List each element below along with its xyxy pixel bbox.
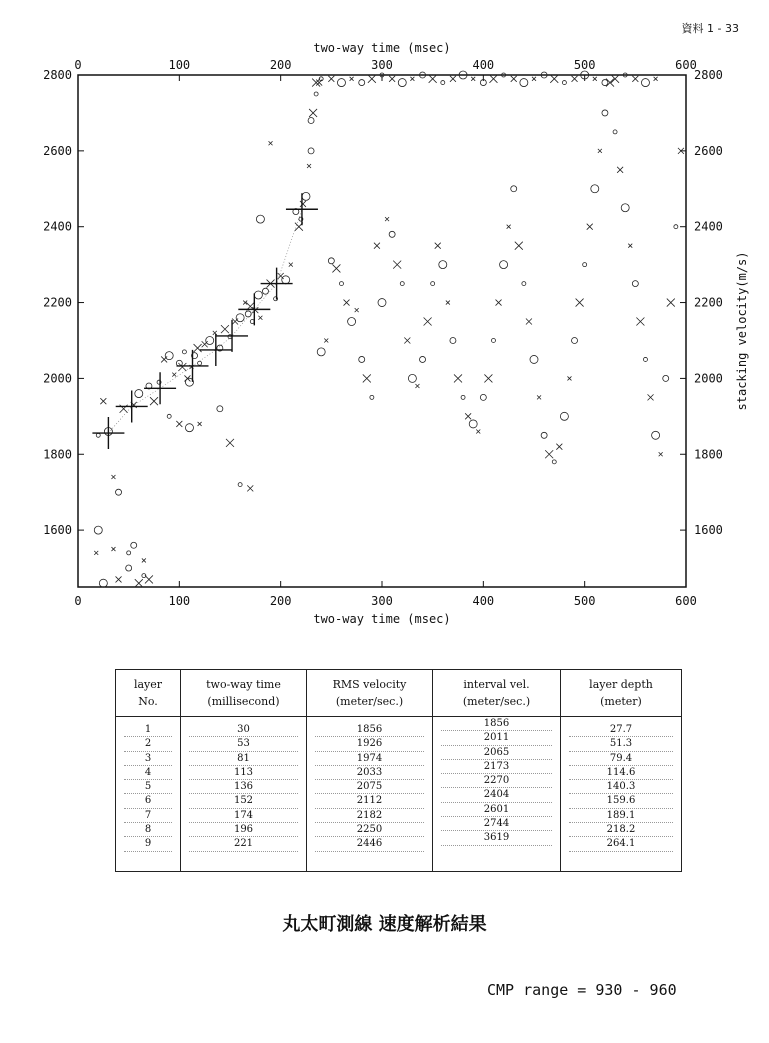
semblance-cross [450,76,456,82]
semblance-cross [410,77,414,81]
semblance-circle [591,185,599,193]
cell-two-way-time: 113 [189,766,298,780]
x-axis-title-bottom: two-way time (msec) [313,612,451,626]
cell-two-way-time: 53 [189,737,298,751]
cell-layer-depth: 189.1 [569,809,673,823]
header-rms-velocity: RMS velocity (meter/sec.) [307,670,433,717]
figure-caption: 丸太町測線 速度解析結果 [282,914,487,935]
semblance-circle [613,130,617,134]
semblance-cross [393,261,401,269]
semblance-cross [111,475,115,479]
semblance-circle [621,204,629,212]
semblance-cross [344,300,350,306]
cell-interval-vel: 2065 [441,746,552,760]
semblance-circle [359,356,365,362]
cell-rms-velocity: 1926 [315,737,424,751]
semblance-circle [254,291,262,299]
semblance-circle [116,489,122,495]
y-axis-title-right: stacking velocity(m/s) [735,251,749,411]
y-tick-label-right: 2800 [694,68,723,82]
x-tick-label-top: 600 [675,58,697,72]
x-tick-label-top: 200 [269,58,292,72]
semblance-cross [328,76,334,82]
semblance-circle [282,276,290,284]
semblance-circle [217,406,223,412]
x-tick-label-bottom: 300 [371,594,393,608]
semblance-circle [314,92,318,96]
semblance-cross [232,319,238,325]
semblance-cross [465,413,471,419]
semblance-circle [461,395,465,399]
semblance-cross [324,338,328,342]
header-layer-no: layer No. [116,670,181,717]
y-tick-label-right: 1600 [694,523,723,538]
semblance-cross [269,141,273,145]
velocity-pick-marker [116,390,148,422]
x-tick-label-top: 100 [168,58,191,72]
semblance-circle [236,314,244,322]
semblance-cross [194,344,202,352]
semblance-cross [142,558,146,562]
semblance-cross [476,430,480,434]
cell-rms-velocity: 1856 [315,723,424,737]
semblance-cross [628,244,632,248]
axis-ticks [43,58,723,608]
cell-rms-velocity: 2250 [315,823,424,837]
cell-interval-vel: 2744 [441,817,552,831]
y-tick-label-right: 2200 [694,295,723,310]
semblance-circle [469,420,477,428]
y-tick-label-right: 2000 [694,371,723,386]
semblance-circle [182,350,186,354]
semblance-circle [96,433,100,437]
semblance-circle [359,80,365,86]
semblance-cross [526,319,532,325]
cell-rms-velocity: 2112 [315,794,424,808]
plot-frame [78,75,686,587]
cell-rms-velocity: 2182 [315,809,424,823]
semblance-cross [221,325,229,333]
column-layer-no [116,717,181,872]
y-tick-label-left: 2000 [43,371,72,386]
velocity-pick-marker [261,268,293,300]
y-tick-label-left: 2600 [43,143,72,158]
semblance-circle [337,79,345,87]
semblance-circle [674,225,678,229]
semblance-cross [374,243,380,249]
semblance-cross [545,450,553,458]
semblance-circle [308,118,314,124]
semblance-cross [429,75,437,83]
semblance-circle [94,526,102,534]
page-reference: 資料 1 - 33 [681,22,739,35]
semblance-circle [185,424,193,432]
semblance-circle [302,192,310,200]
cell-layer-depth: 51.3 [569,737,673,751]
velocity-pick-marker [216,320,248,352]
semblance-cross [278,273,284,279]
semblance-cross [507,225,511,229]
cell-two-way-time: 30 [189,723,298,737]
semblance-cross [309,109,317,117]
cell-two-way-time: 221 [189,837,298,851]
semblance-cross [161,356,167,362]
semblance-circle [663,375,669,381]
semblance-cross [636,318,644,326]
semblance-circle [632,281,638,287]
semblance-circle [522,282,526,286]
semblance-cross [648,394,654,400]
semblance-circle [511,186,517,192]
semblance-circle [400,282,404,286]
x-tick-label-bottom: 200 [269,594,292,608]
table-header-row [116,670,681,717]
semblance-circle [339,282,343,286]
cell-layer-no: 9 [124,837,172,851]
header-layer-depth: layer depth (meter) [561,670,682,717]
semblance-circle [602,80,608,86]
x-tick-label-top: 400 [472,58,495,72]
semblance-circle [552,460,556,464]
semblance-circle [127,551,131,555]
cell-rms-velocity: 2446 [315,837,424,851]
layer-table-frame [115,669,682,872]
cell-layer-no: 3 [124,752,172,766]
cell-layer-no: 7 [124,809,172,823]
semblance-circle [262,288,268,294]
semblance-circle [328,258,334,264]
cell-rms-velocity: 2033 [315,766,424,780]
y-tick-label-right: 2400 [694,219,723,234]
cell-interval-vel: 1856 [441,717,552,731]
semblance-cross [94,551,98,555]
semblance-cross [258,316,262,320]
semblance-circle [256,215,264,223]
cell-interval-vel: 2601 [441,803,552,817]
semblance-circle [480,394,486,400]
x-tick-label-bottom: 100 [168,594,191,608]
x-tick-label-top: 0 [74,58,82,72]
semblance-circle [562,81,566,85]
semblance-circle [450,337,456,343]
semblance-circle [652,431,660,439]
semblance-circle [408,374,416,382]
y-tick-label-left: 1600 [43,523,72,538]
column-rms-velocity [307,717,433,872]
semblance-cross [355,308,359,312]
velocity-pick-marker [92,417,124,449]
cell-interval-vel: 2173 [441,760,552,774]
semblance-circle [420,356,426,362]
semblance-cross [532,77,536,81]
semblance-cross [606,79,614,87]
cell-layer-no: 4 [124,766,172,780]
cell-layer-depth: 27.7 [569,723,673,737]
semblance-circle [439,261,447,269]
semblance-cross [489,75,497,83]
y-tick-label-left: 2400 [43,219,72,234]
semblance-cross [111,547,115,551]
semblance-circle [131,542,137,548]
semblance-circle [541,432,547,438]
velocity-pick-marker [177,350,209,382]
semblance-circle [398,79,406,87]
y-tick-label-left: 2800 [43,68,72,82]
x-axis-title-top: two-way time (msec) [313,41,451,55]
y-tick-label-left: 1800 [43,447,72,462]
x-tick-label-bottom: 0 [74,594,82,608]
semblance-cross [332,264,340,272]
semblance-cross [484,374,492,382]
semblance-cross [389,76,395,82]
semblance-cross [385,217,389,221]
cell-layer-no: 1 [124,723,172,737]
semblance-circle [317,348,325,356]
column-interval-vel [433,717,561,872]
semblance-cross [150,397,158,405]
semblance-circle [389,231,395,237]
cell-layer-depth: 140.3 [569,780,673,794]
semblance-cross [300,201,306,207]
cell-interval-vel: 2270 [441,774,552,788]
y-tick-label-right: 2600 [694,143,723,158]
semblance-cross [424,318,432,326]
cmp-range-label: CMP range = 930 - 960 [487,981,677,999]
semblance-circle [370,395,374,399]
semblance-circle [560,412,568,420]
x-tick-label-bottom: 500 [573,594,596,608]
semblance-cross [135,579,143,587]
cell-layer-depth: 159.6 [569,794,673,808]
semblance-circle [99,579,107,587]
semblance-circle [378,299,386,307]
semblance-circle [491,338,495,342]
cell-two-way-time: 196 [189,823,298,837]
pick-trend-line [108,209,302,433]
semblance-cross [587,224,593,230]
cell-two-way-time: 174 [189,809,298,823]
semblance-cross [667,299,675,307]
semblance-circle [530,355,538,363]
cell-layer-no: 8 [124,823,172,837]
semblance-cross [593,77,597,81]
semblance-circle [431,282,435,286]
semblance-cross [572,76,578,82]
semblance-cross [100,398,106,404]
semblance-cross [172,373,176,377]
column-two-way-time [181,717,307,872]
semblance-cross [454,374,462,382]
semblance-cross [567,376,571,380]
semblance-cross [247,485,253,491]
semblance-circle [308,148,314,154]
semblance-circle [167,414,171,418]
semblance-circle [641,79,649,87]
y-tick-label-right: 1800 [694,447,723,462]
cell-layer-no: 2 [124,737,172,751]
cell-two-way-time: 136 [189,780,298,794]
y-tick-label-left: 2200 [43,295,72,310]
semblance-cross [576,299,584,307]
velocity-picks [92,193,318,449]
semblance-circle [206,336,214,344]
semblance-cross [176,421,182,427]
semblance-circle [126,565,132,571]
semblance-cross [435,243,441,249]
semblance-cross [598,149,602,153]
semblance-circle [520,79,528,87]
semblance-cross [446,301,450,305]
semblance-cross [226,439,234,447]
header-interval-vel: interval vel. (meter/sec.) [433,670,561,717]
semblance-cross [515,242,523,250]
cell-layer-no: 5 [124,780,172,794]
semblance-cross [368,75,376,83]
layer-velocity-table [116,670,681,871]
cell-layer-depth: 218.2 [569,823,673,837]
semblance-circle [238,483,242,487]
x-tick-label-top: 300 [371,58,393,72]
semblance-cross [198,422,202,426]
semblance-cross [145,575,153,583]
semblance-cross [404,337,410,343]
semblance-cross [617,167,623,173]
cell-layer-depth: 79.4 [569,752,673,766]
semblance-cross [611,75,619,83]
semblance-cross [289,263,293,267]
semblance-cross [556,444,562,450]
x-tick-label-bottom: 400 [472,594,495,608]
semblance-cross [654,77,658,81]
semblance-cross [116,576,122,582]
cell-layer-no: 6 [124,794,172,808]
cell-layer-depth: 114.6 [569,766,673,780]
semblance-cross [363,374,371,382]
x-tick-label-top: 500 [573,58,596,72]
semblance-cross [415,384,419,388]
table-body-row [116,717,681,872]
header-two-way-time: two-way time (millisecond) [181,670,307,717]
semblance-circle [572,337,578,343]
velocity-pick-marker [286,193,318,225]
semblance-circle [348,318,356,326]
cell-two-way-time: 81 [189,752,298,766]
semblance-cross [496,300,502,306]
semblance-circle [135,390,143,398]
cell-rms-velocity: 1974 [315,752,424,766]
cell-interval-vel: 3619 [441,831,552,845]
semblance-cross [202,341,208,347]
column-layer-depth [561,717,682,872]
semblance-circle [198,361,202,365]
velocity-pick-marker [144,372,176,404]
semblance-circle [500,261,508,269]
semblance-circle [602,110,608,116]
cell-layer-depth: 264.1 [569,837,673,851]
semblance-cross [550,75,558,83]
semblance-cross [537,395,541,399]
x-tick-label-bottom: 600 [675,594,697,608]
semblance-cross [659,452,663,456]
semblance-circle [441,81,445,85]
semblance-circle [583,263,587,267]
semblance-cross [350,77,354,81]
cell-interval-vel: 2404 [441,788,552,802]
semblance-cross [632,76,638,82]
semblance-marks [94,71,684,587]
cell-rms-velocity: 2075 [315,780,424,794]
semblance-circle [165,352,173,360]
semblance-cross [471,77,475,81]
cell-interval-vel: 2011 [441,731,552,745]
semblance-circle [643,357,647,361]
velocity-pick-marker [200,334,232,366]
semblance-cross [307,164,311,168]
semblance-cross [511,76,517,82]
cell-two-way-time: 152 [189,794,298,808]
semblance-cross [252,307,258,313]
